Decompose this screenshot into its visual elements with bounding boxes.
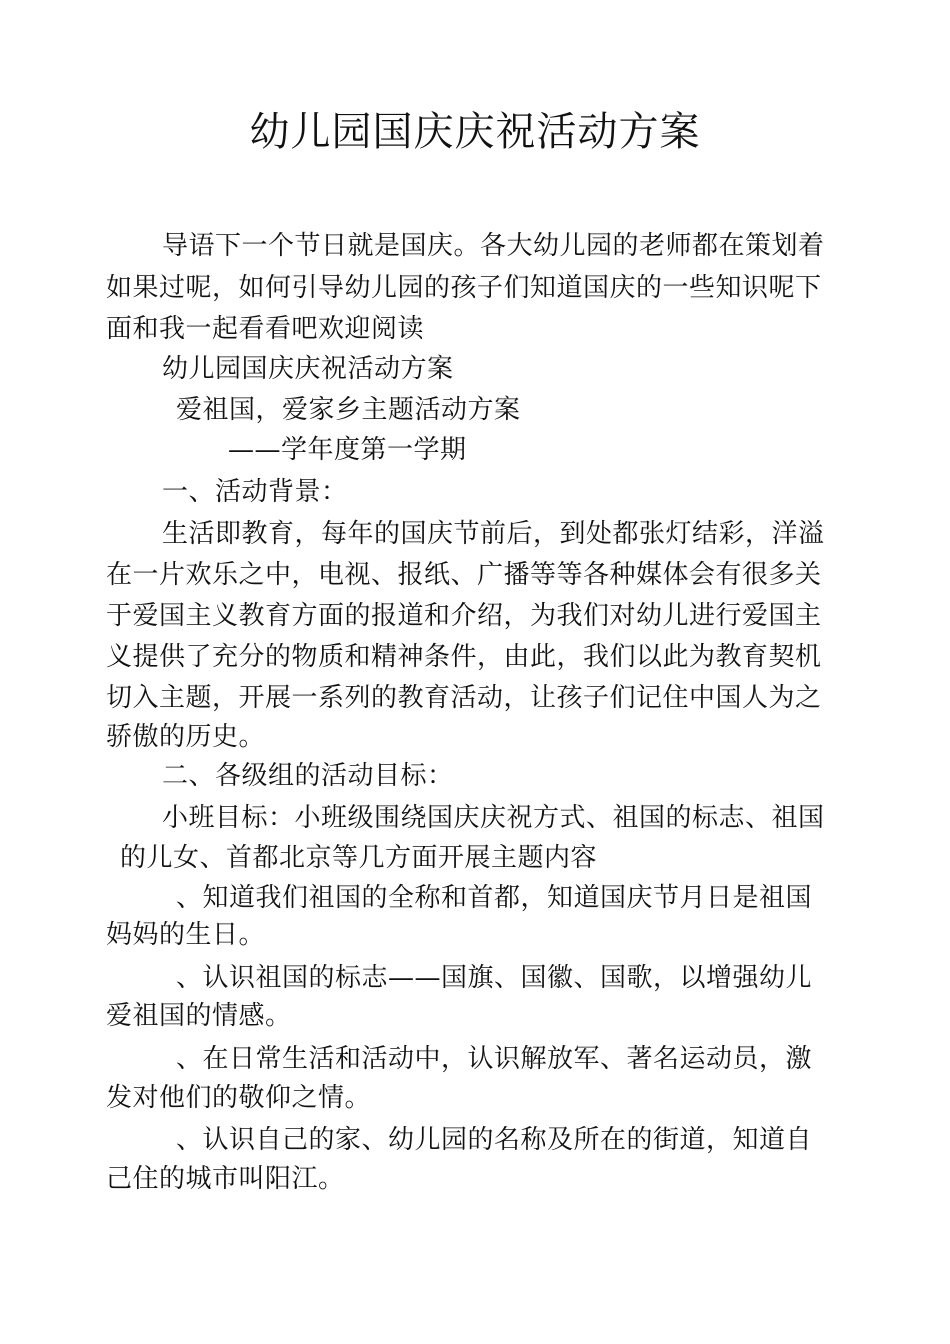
paragraph-line: 如果过呢，如何引导幼儿园的孩子们知道国庆的一些知识呢下: [106, 273, 822, 303]
list-item-line: 己住的城市叫阳江。: [106, 1164, 345, 1194]
list-item-line: 、认识祖国的标志——国旗、国徽、国歌，以增强幼儿: [176, 963, 813, 993]
paragraph-line: 切入主题，开展一系列的教育活动，让孩子们记住中国人为之: [106, 683, 822, 713]
section-heading: 二、各级组的活动目标：: [162, 761, 454, 791]
list-item-line: 、认识自己的家、幼儿园的名称及所在的街道，知道自: [176, 1125, 813, 1155]
paragraph-line: 导语下一个节日就是国庆。各大幼儿园的老师都在策划着: [162, 231, 825, 261]
document-title: 幼儿园国庆庆祝活动方案: [249, 109, 701, 155]
list-item-line: 、知道我们祖国的全称和首都，知道国庆节月日是祖国: [176, 883, 813, 913]
list-item-line: 发对他们的敬仰之情。: [106, 1083, 372, 1113]
list-item-line: 妈妈的生日。: [106, 920, 266, 950]
list-item-line: 、在日常生活和活动中，认识解放军、著名运动员，激: [176, 1044, 813, 1074]
list-item-line: 爱祖国的情感。: [106, 1001, 292, 1031]
paragraph-line: 生活即教育，每年的国庆节前后，到处都张灯结彩，洋溢: [162, 519, 825, 549]
paragraph-line: 骄傲的历史。: [106, 722, 266, 752]
paragraph-line: 面和我一起看看吧欢迎阅读: [106, 314, 425, 344]
paragraph-line: 于爱国主义教育方面的报道和介绍，为我们对幼儿进行爱国主: [106, 601, 822, 631]
paragraph-line: 在一片欢乐之中，电视、报纸、广播等等各种媒体会有很多关: [106, 560, 822, 590]
paragraph-line: 幼儿园国庆庆祝活动方案: [162, 354, 454, 384]
section-heading: 一、活动背景：: [162, 477, 348, 507]
paragraph-line: 的儿女、首都北京等几方面开展主题内容: [120, 843, 598, 873]
paragraph-line: 小班目标：小班级围绕国庆庆祝方式、祖国的标志、祖国: [162, 803, 825, 833]
paragraph-line: ——学年度第一学期: [228, 435, 467, 465]
paragraph-line: 义提供了充分的物质和精神条件，由此，我们以此为教育契机: [106, 642, 822, 672]
paragraph-line: 爱祖国，爱家乡主题活动方案: [176, 395, 521, 425]
